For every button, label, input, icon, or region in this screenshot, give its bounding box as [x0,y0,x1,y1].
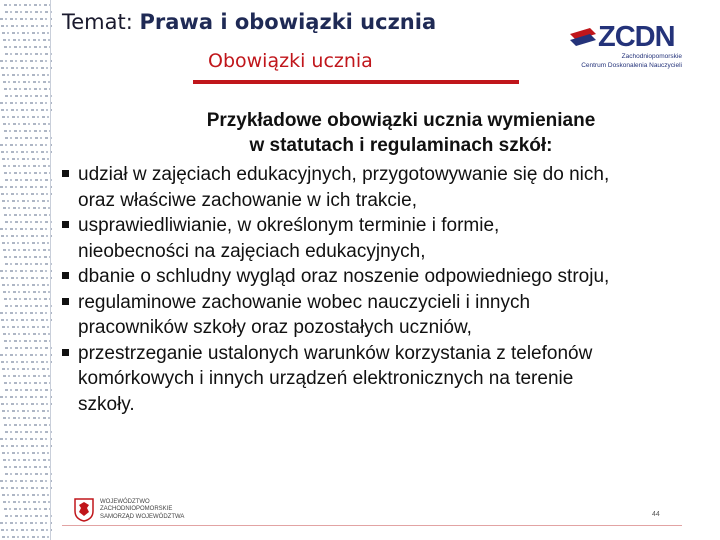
zcdn-wordmark: ZCDN [598,21,675,53]
page-title [62,10,436,34]
handwriting-line [2,494,52,496]
page-number: 44 [652,511,660,518]
zcdn-logo [570,22,682,76]
heading-line-2: w statutach i regulaminach szkół: [249,135,553,156]
handwriting-line [4,88,52,90]
zcdn-line2: Centrum Doskonalenia Nauczycieli [581,62,682,69]
handwriting-line [1,109,52,111]
handwriting-line [3,417,52,419]
handwriting-line [1,25,52,27]
handwriting-line [1,403,52,405]
handwriting-line [3,375,52,377]
item-line: regulaminowe zachowanie wobec nauczycieli i innych [78,291,531,313]
handwriting-line [5,263,52,265]
zcdn-line1: Zachodniopomorskie [621,53,682,60]
square-bullet-icon [62,170,69,177]
item-line: oraz właściwe zachowanie w ich trakcie, [78,189,417,211]
footer-line-2: ZACHODNIOPOMORSKIE [100,506,173,513]
handwriting-line [3,81,52,83]
item-line: udział w zajęciach edukacyjnych, przygotowywanie się do nich, [78,164,610,185]
handwriting-line [0,312,52,314]
crest-icon [74,498,94,522]
footer-rule [62,525,682,526]
handwriting-line [4,424,52,426]
handwriting-line [3,291,52,293]
strip-edge [50,0,51,540]
item-line: przestrzeganie ustalonych warunków korzystania z telefonów [78,342,593,364]
handwriting-line [5,95,52,97]
handwriting-line [3,39,52,41]
title-underline [193,80,519,84]
footer-line-3: SAMORZĄD WOJEWÓDZTWA [100,513,185,520]
handwriting-line [1,67,52,69]
handwriting-line [5,515,52,517]
handwriting-line [0,18,52,20]
list-item [62,162,702,213]
handwriting-line [2,200,52,202]
handwriting-line [0,186,52,188]
handwriting-line [5,389,52,391]
handwriting-line [5,221,52,223]
handwriting-strip [0,0,52,540]
handwriting-line [5,473,52,475]
page-subtitle: Obowiązki ucznia [208,50,373,72]
handwriting-line [0,354,52,356]
handwriting-line [1,277,52,279]
handwriting-line [4,256,52,258]
list-item [62,341,702,418]
handwriting-line [1,319,52,321]
item-line: nieobecności na zajęciach edukacyjnych, [78,240,426,262]
title-prefix: Temat: [62,10,133,34]
handwriting-line [1,151,52,153]
handwriting-line [4,214,52,216]
handwriting-line [1,193,52,195]
zcdn-chevron-icon [570,28,596,46]
handwriting-line [2,452,52,454]
handwriting-line [5,305,52,307]
list-item [62,264,702,290]
handwriting-line [0,102,52,104]
handwriting-line [4,130,52,132]
item-line: szkoły. [78,393,135,415]
handwriting-line [4,172,52,174]
footer-line-1: WOJEWÓDZTWO [100,498,150,505]
handwriting-line [2,368,52,370]
list-item [62,290,702,341]
item-line: usprawiedliwianie, w określonym terminie i formie, [78,215,500,236]
handwriting-line [0,228,52,230]
handwriting-line [4,466,52,468]
handwriting-line [4,46,52,48]
handwriting-line [0,396,52,398]
handwriting-line [1,529,52,531]
handwriting-line [2,326,52,328]
handwriting-line [2,242,52,244]
handwriting-line [2,32,52,34]
square-bullet-icon [62,349,69,356]
handwriting-line [3,501,52,503]
duties-list [62,162,702,417]
region-logo [74,498,184,522]
handwriting-line [5,347,52,349]
handwriting-line [1,361,52,363]
handwriting-line [5,137,52,139]
handwriting-line [3,249,52,251]
handwriting-line [2,284,52,286]
handwriting-line [2,410,52,412]
handwriting-line [0,480,52,482]
heading-line-1: Przykładowe obowiązki ucznia wymieniane [206,110,596,131]
handwriting-line [2,158,52,160]
item-line: pracowników szkoły oraz pozostałych uczniów, [78,317,472,338]
handwriting-line [4,340,52,342]
handwriting-line [5,53,52,55]
handwriting-line [0,60,52,62]
handwriting-line [5,179,52,181]
square-bullet-icon [62,272,69,279]
handwriting-line [3,333,52,335]
handwriting-line [0,522,52,524]
list-item [62,213,702,264]
handwriting-line [4,4,52,6]
handwriting-line [4,298,52,300]
handwriting-line [3,165,52,167]
handwriting-line [0,270,52,272]
main-content [62,108,702,417]
handwriting-line [1,235,52,237]
handwriting-line [4,508,52,510]
item-line: dbanie o schludny wygląd oraz noszenie odpowiedniego stroju, [78,266,610,287]
handwriting-line [2,74,52,76]
handwriting-line [0,438,52,440]
handwriting-line [3,207,52,209]
handwriting-line [5,431,52,433]
handwriting-line [2,116,52,118]
item-line: komórkowych i innych urządzeń elektronicznych na terenie [78,368,574,389]
handwriting-line [5,11,52,13]
handwriting-line [4,382,52,384]
handwriting-line [3,459,52,461]
handwriting-line [3,123,52,125]
handwriting-line [1,445,52,447]
handwriting-line [0,144,52,146]
content-heading [100,108,702,158]
handwriting-line [1,487,52,489]
title-topic: Prawa i obowiązki ucznia [139,10,437,34]
square-bullet-icon [62,221,69,228]
square-bullet-icon [62,298,69,305]
handwriting-line [2,536,52,538]
